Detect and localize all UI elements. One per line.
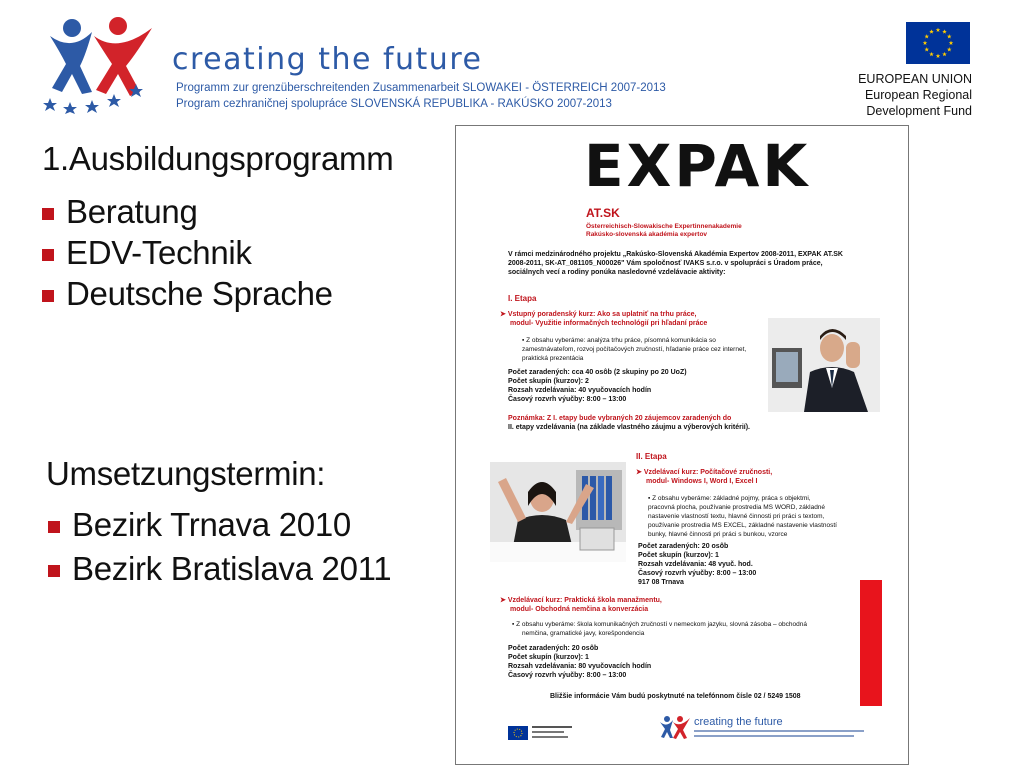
fact-line: Rozsah vzdelávania: 40 vyučovacích hodín: [508, 387, 652, 394]
fact-line: Počet skupín (kurzov): 2: [508, 378, 589, 385]
body-line: nemčina, gramatické javy, korešpondencia: [522, 630, 645, 637]
fact-line: Rozsah vzdelávania: 80 vyučovacích hodín: [508, 663, 652, 670]
fact-line: 917 08 Trnava: [638, 579, 684, 586]
body-line: nastavenie vlastností textu, hlavné činnosti pri práci s textom,: [648, 513, 825, 520]
note-line: II. etapy vzdelávania (na základe vlastného záujmu a výberových kritérií).: [508, 424, 750, 431]
note-line: Poznámka: Z I. etapy bude vybraných 20 záujemcov zaradených do: [508, 415, 732, 422]
list-item: [42, 193, 333, 234]
project-logo: [40, 14, 180, 114]
eu-line-2: European Regional: [864, 88, 972, 102]
flyer: [455, 125, 909, 765]
fact-line: Počet skupín (kurzov): 1: [638, 552, 719, 559]
bullet-icon: ▪: [648, 495, 653, 502]
schedule-list: [48, 506, 391, 594]
list-item: [42, 275, 333, 316]
arrow-icon: ➤: [500, 597, 508, 604]
arrow-icon: ➤: [636, 469, 644, 476]
course-1-body: [522, 336, 746, 363]
bullet-square-icon: [48, 521, 60, 533]
body-line: používanie prostredia MS EXCEL, základné nastavenie vlastností: [648, 522, 837, 529]
bullet-square-icon: [48, 565, 60, 577]
flyer-people-logo-icon: [658, 714, 694, 742]
expak-org-de: Österreichisch-Slowakische Expertinnenakademie: [586, 223, 742, 230]
course-3-title: ➤ Vzdelávací kurz: Praktická škola manažmentu,: [500, 597, 662, 604]
list-item-label: Bezirk Bratislava 2011: [72, 550, 392, 587]
intro-line: 2008-2011, SK-AT_081105_N00026" Vám spoločnosť IVAKS s.r.o. v spolupráci s Úradom práce,: [508, 260, 823, 267]
body-line: bunky, hlavné činnosti pri práci s bunkou, vzorce: [648, 531, 788, 538]
course-2: [636, 468, 772, 486]
fact-line: Časový rozvrh výučby: 8:00 – 13:00: [508, 396, 627, 403]
list-item-label: EDV-Technik: [66, 234, 252, 271]
contact-line: Bližšie informácie Vám budú poskytnuté na telefónnom čísle 02 / 5249 1508: [550, 693, 801, 700]
expak-logo: EXPAK: [584, 132, 811, 200]
course-2-title: ➤ Vzdelávací kurz: Počítačové zručnosti,: [636, 469, 773, 476]
photo-businessman: [768, 318, 880, 412]
eu-line-1: EUROPEAN UNION: [858, 72, 972, 86]
body-line: zamestnávateľom, rozvoj počítačových zručností, hľadanie práce cez internet,: [522, 346, 747, 353]
intro-line: V rámci medzinárodného projektu „Rakúsko-Slovenská Akadémia Expertov 2008-2011, EXPAK AT.SK: [508, 251, 843, 258]
course-1-title: ➤ Vstupný poradenský kurz: Ako sa uplatniť na trhu práce,: [500, 311, 697, 318]
list-item: [48, 550, 391, 594]
eu-line-3: Development Fund: [866, 104, 972, 118]
red-accent-bar: [860, 580, 882, 706]
course-2-facts: [638, 542, 756, 587]
eu-flag-icon: [906, 22, 970, 64]
course-1-facts: [508, 368, 687, 404]
course-3-body: [512, 620, 807, 638]
body-line: praktická prezentácia: [522, 355, 584, 362]
course-3-facts: [508, 644, 651, 680]
flyer-footer-fineprint: [694, 730, 864, 737]
list-item-label: Bezirk Trnava 2010: [72, 506, 351, 543]
list-item-label: Deutsche Sprache: [66, 275, 333, 312]
course-3: [500, 596, 662, 614]
body-line: ▪ Z obsahu vyberáme: základné pojmy, práca s objektmi,: [648, 495, 811, 502]
bullet-square-icon: [42, 208, 54, 220]
program-list: [42, 193, 333, 316]
fact-line: Počet skupín (kurzov): 1: [508, 654, 589, 661]
list-item-label: Beratung: [66, 193, 198, 230]
note: [508, 414, 750, 432]
body-line: ▪ Z obsahu vyberáme: analýza trhu práce, písomná komunikácia so: [522, 337, 716, 344]
fact-line: Počet zaradených: cca 40 osôb (2 skupiny po 20 UoZ): [508, 369, 687, 376]
course-2-body: [648, 494, 837, 539]
expak-org-sk: Rakúsko-slovenská akadémia expertov: [586, 231, 708, 238]
course-3-module: modul- Obchodná nemčina a konverzácia: [510, 606, 649, 613]
photo-woman-at-desk: [490, 462, 626, 562]
schedule-title: Umsetzungstermin:: [46, 455, 326, 492]
program-title: 1.Ausbildungsprogramm: [42, 140, 394, 177]
flyer-eu-logo: [508, 722, 578, 744]
fact-line: Časový rozvrh výučby: 8:00 – 13:00: [638, 570, 757, 577]
course-2-module: modul- Windows I, Word I, Excel I: [646, 478, 758, 485]
course-1-module: modul- Využitie informačných technológií pri hľadaní práce: [510, 320, 708, 327]
list-item: [48, 506, 391, 550]
intro-line: sociálnych vecí a rodiny ponúka nasledovné vzdelávacie aktivity:: [508, 269, 726, 276]
expak-subtitle: AT.SK: [586, 206, 620, 220]
program-line-de: Programm zur grenzüberschreitenden Zusammenarbeit SLOWAKEI - ÖSTERREICH 2007-2013: [176, 82, 666, 94]
body-line: pracovná plocha, používanie prostredia MS WORD, základné: [648, 504, 826, 511]
stage-2-heading: II. Etapa: [636, 452, 667, 461]
eu-caption: [820, 71, 972, 119]
course-1: [500, 310, 707, 328]
flyer-brand-title: creating the future: [694, 716, 783, 728]
bullet-icon: ▪: [512, 621, 517, 628]
stage-1-heading: I. Etapa: [508, 294, 537, 303]
list-item: [42, 234, 333, 275]
fact-line: Počet zaradených: 20 osôb: [638, 543, 729, 550]
body-line: ▪ Z obsahu vyberáme: škola komunikačných zručností v nemeckom jazyku, slovná zásoba – obchodná: [512, 621, 807, 628]
bullet-square-icon: [42, 249, 54, 261]
people-logo-icon: [40, 14, 180, 114]
fact-line: Rozsah vzdelávania: 48 vyuč. hod.: [638, 561, 753, 568]
brand-title: creating the future: [172, 42, 483, 77]
bullet-square-icon: [42, 290, 54, 302]
fact-line: Počet zaradených: 20 osôb: [508, 645, 599, 652]
bullet-icon: ▪: [522, 337, 527, 344]
program-line-sk: Program cezhraničnej spolupráce SLOVENSKÁ REPUBLIKA - RAKÚSKO 2007-2013: [176, 98, 612, 110]
arrow-icon: ➤: [500, 311, 508, 318]
intro-text: [508, 250, 843, 277]
fact-line: Časový rozvrh výučby: 8:00 – 13:00: [508, 672, 627, 679]
